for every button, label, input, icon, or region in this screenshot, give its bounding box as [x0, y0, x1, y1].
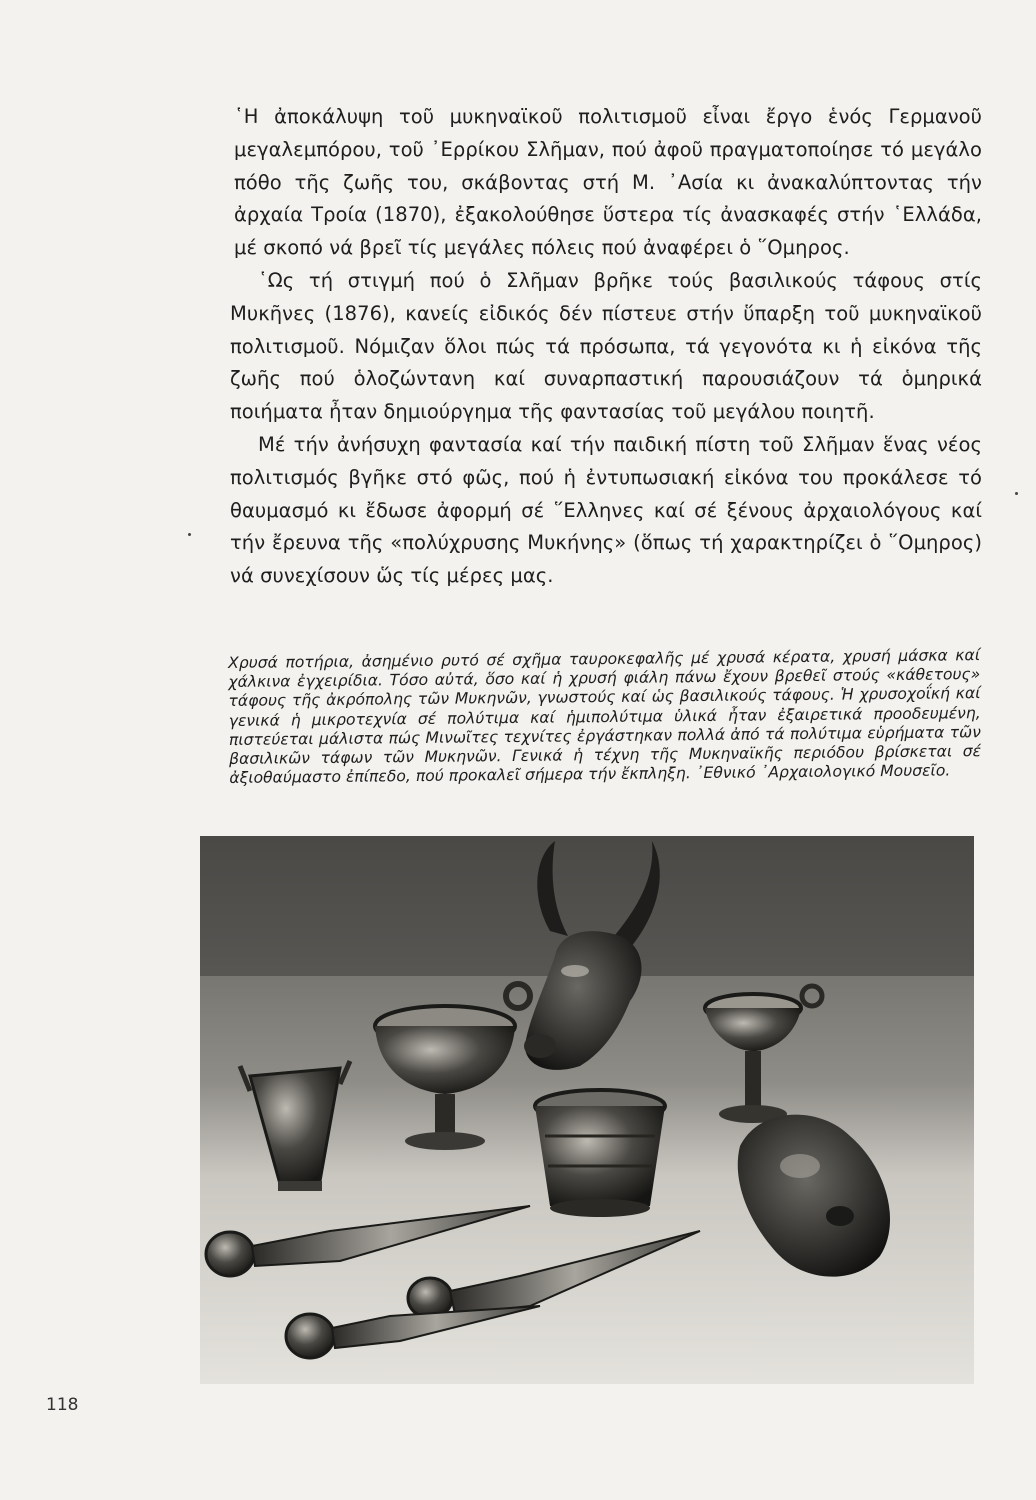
figure-caption: Χρυσά ποτήρια, ἀσημένιο ρυτό σέ σχῆμα ταυροκεφαλῆς μέ χρυσά κέρατα, χρυσή μάσκα καί χάλκινα ἐγχειρίδια. Τόσο αὐτά, ὅσο καί ἡ χρυσή φιάλη πάνω ἔχουν βρεθεῖ στούς «κάθετους» τάφους τῆς ἀκρόπολης τῶν Μυκηνῶν, γνωστούς καί ὡς βασιλικούς τάφους. Ἡ χρυσοχοΐκή καί γενικά ἡ μικροτεχνία σέ πολύτιμα καί ἡμιπολύτιμα ὑλικά ἦταν ἐξαιρετικά προοδευμένη, πιστεύεται μάλιστα πώς Μινωῖτες τεχνίτες ἐργάστηκαν πολλά ἀπό τά πολύτιμα εὑρήματα τῶν βασιλικῶν τάφων τῶν Μυκηνῶν. Γενικά ἡ τέχνη τῆς Μυκηναϊκῆς περιόδου βρίσκεται σέ ἀξιοθαύμαστο ἐπίπεδο, πού προκαλεῖ σήμερα τήν ἔκπληξη. ᾿Εθνικό ᾿Αρχαιολογικό Μουσεῖο.: [228, 646, 982, 788]
page-number: 118: [46, 1395, 79, 1415]
main-text: [230, 101, 982, 593]
scan-speck: [188, 533, 191, 536]
scan-speck: [1015, 492, 1018, 495]
decorated-cup-center: [535, 1090, 665, 1217]
paragraph-3: Μέ τήν ἀνήσυχη φαντασία καί τήν παιδική πίστη τοῦ Σλῆμαν ἕνας νέος πολιτισμός βγῆκε στό φῶς, πού ἡ ἐντυπωσιακή εἰκόνα του προκάλεσε τό θαυμασμό κι ἔδωσε ἀφορμή σέ ῞Ελληνες καί σέ ξένους ἀρχαιολόγους καί τήν ἔρευνα τῆς «πολύχρυσης Μυκήνης» (ὅπως τή χαρακτηρίζει ὁ ῞Ομηρος) νά συνεχίσουν ὥς τίς μέρες μας.: [230, 432, 982, 588]
paragraph-2: ῾Ως τή στιγμή πού ὁ Σλῆμαν βρῆκε τούς βασιλικούς τάφους στίς Μυκῆνες (1876), κανείς εἰδικός δέν πίστευε στήν ὕπαρξη τοῦ μυκηναϊκοῦ πολιτισμοῦ. Νόμιζαν ὅλοι πώς τά πρόσωπα, τά γεγονότα κι ἡ εἰκόνα τῆς ζωῆς πού ὁλοζώντανη καί συναρπαστική παρουσιάζουν τά ὁμηρικά ποιήματα ἦταν δημιούργημα τῆς φαντασίας τοῦ μεγάλου ποιητῆ.: [230, 268, 982, 424]
paragraph-1: ῾Η ἀποκάλυψη τοῦ μυκηναϊκοῦ πολιτισμοῦ εἶναι ἔργο ἑνός Γερμανοῦ μεγαλεμπόρου, τοῦ ᾿Ερρίκου Σλῆμαν, πού ἀφοῦ πραγματοποίησε τό μεγάλο πόθο τῆς ζωῆς του, σκάβοντας στή Μ. ᾿Ασία κι ἀνακαλύπτοντας τήν ἀρχαία Τροία (1870), ἐξακολούθησε ὕστερα τίς ἀνασκαφές στήν ῾Ελλάδα, μέ σκοπό νά βρεῖ τίς μεγάλες πόλεις πού ἀναφέρει ὁ ῞Ομηρος.: [234, 105, 982, 260]
mycenaean-artifacts-photo: [200, 836, 974, 1384]
